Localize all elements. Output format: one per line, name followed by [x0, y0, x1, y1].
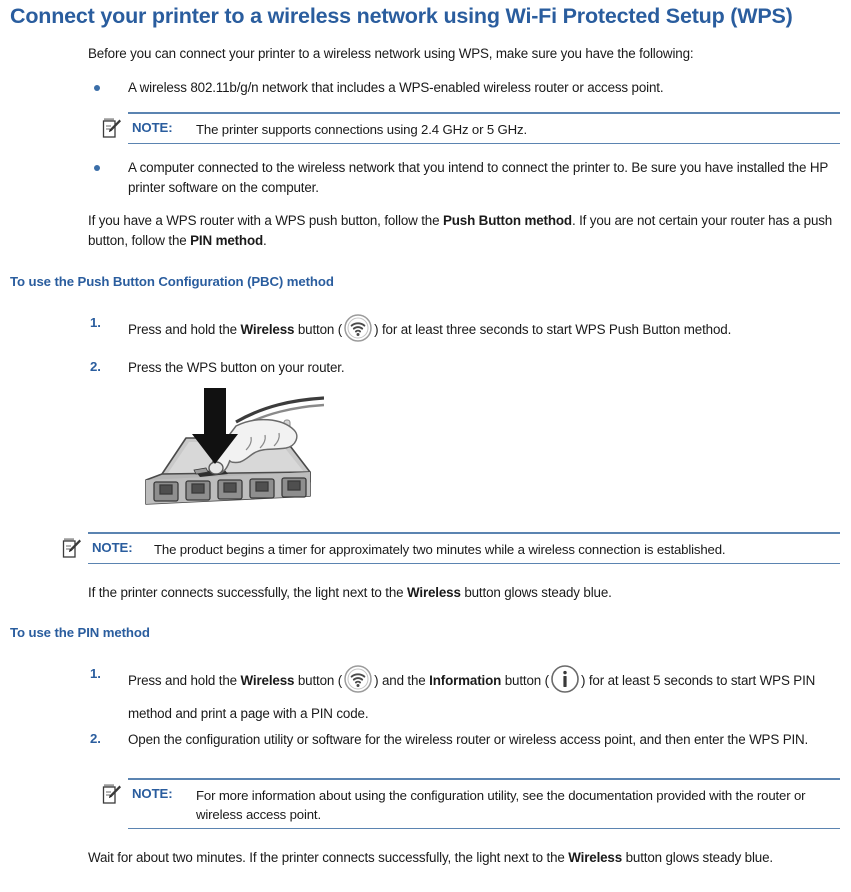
wireless-icon: [343, 313, 373, 343]
router-wps-illustration: [124, 386, 324, 514]
note-config-utility: [128, 778, 840, 829]
pbc-success-paragraph: [88, 583, 840, 603]
note-text: For more information about using the configuration utility, see the documentation provided with the router or wireless access point.: [196, 788, 806, 822]
method-choice-part2: . If you are not certain your router has a push button, follow the: [88, 213, 833, 248]
note-rule-bottom: [88, 563, 840, 565]
note-text: The printer supports connections using 2.4 GHz or 5 GHz.: [196, 122, 527, 137]
note-icon: [102, 117, 122, 139]
pin-step-1-part3: ) and the: [374, 673, 430, 688]
note-rule-top: [88, 532, 840, 534]
pin-step-2: Open the configuration utility or software for the wireless router or wireless access point, and then enter the WPS PIN.: [128, 732, 809, 747]
note-rule-top: [128, 112, 840, 114]
pin-step-1-wireless: Wireless: [240, 673, 295, 688]
pbc-step-1: [128, 313, 840, 343]
pbc-step-1-part3: ) for at least three seconds to start WPS Push Button method.: [374, 322, 732, 337]
note-rule-bottom: [128, 828, 840, 830]
note-label: NOTE:: [92, 540, 133, 555]
step-number: 1.: [90, 666, 101, 681]
pin-step-1-information: Information: [429, 673, 502, 688]
information-icon: [550, 664, 580, 694]
wireless-icon: [343, 664, 373, 694]
pbc-step-1-wireless: Wireless: [240, 322, 295, 337]
step-number: 2.: [90, 359, 101, 374]
heading-pbc-method: To use the Push Button Configuration (PBC) method: [10, 274, 334, 289]
note-frequency: [128, 112, 840, 144]
note-label: NOTE:: [132, 786, 173, 801]
pbc-success-wireless: Wireless: [407, 585, 461, 600]
pin-closing-part2: button glows steady blue.: [622, 850, 773, 865]
pbc-step-1-part1: Press and hold the: [128, 322, 241, 337]
note-icon: [102, 783, 122, 805]
note-label: NOTE:: [132, 120, 173, 135]
pbc-step-2: Press the WPS button on your router.: [128, 360, 345, 375]
bullet-item-network: A wireless 802.11b/g/n network that includes a WPS-enabled wireless router or access point.: [128, 80, 664, 95]
pin-closing-wireless: Wireless: [568, 850, 623, 865]
bullet-marker: [94, 85, 100, 91]
bullet-item-computer: A computer connected to the wireless network that you intend to connect the printer to. Be sure you have installed the HP printer software on the computer.: [128, 160, 828, 195]
note-icon: [62, 537, 82, 559]
page-title: Connect your printer to a wireless network using Wi-Fi Protected Setup (WPS): [10, 4, 793, 28]
note-timer: [88, 532, 840, 564]
method-choice-push-button: Push Button method: [442, 213, 572, 228]
pin-step-1-part4: button (: [501, 673, 549, 688]
method-choice-part3: .: [263, 232, 267, 248]
note-text: The product begins a timer for approximately two minutes while a wireless connection is established.: [154, 542, 726, 557]
pin-step-1-part2: button (: [294, 673, 343, 688]
pbc-success-part1: If the printer connects successfully, the light next to the: [88, 585, 407, 600]
pin-step-1-part5: ) for at least 5 seconds to start WPS PIN method and print a page with a PIN code.: [128, 673, 816, 721]
method-choice-part1: If you have a WPS router with a WPS push button, follow the: [88, 213, 443, 228]
pin-step-1: [128, 664, 840, 730]
intro-paragraph: Before you can connect your printer to a wireless network using WPS, make sure you have the following:: [88, 46, 694, 61]
pin-closing-paragraph: [88, 848, 840, 868]
pin-closing-part1: Wait for about two minutes. If the printer connects successfully, the light next to the: [88, 850, 569, 865]
note-rule-top: [128, 778, 840, 780]
step-number: 1.: [90, 315, 101, 330]
step-number: 2.: [90, 731, 101, 746]
heading-pin-method: To use the PIN method: [10, 625, 150, 640]
note-rule-bottom: [128, 143, 840, 145]
pbc-step-1-part2: button (: [294, 322, 343, 337]
pin-step-1-part1: Press and hold the: [128, 673, 241, 688]
method-choice-pin: PIN method: [190, 232, 264, 248]
pbc-success-part2: button glows steady blue.: [460, 585, 612, 600]
bullet-marker: [94, 165, 100, 171]
method-choice-paragraph: [88, 211, 840, 250]
